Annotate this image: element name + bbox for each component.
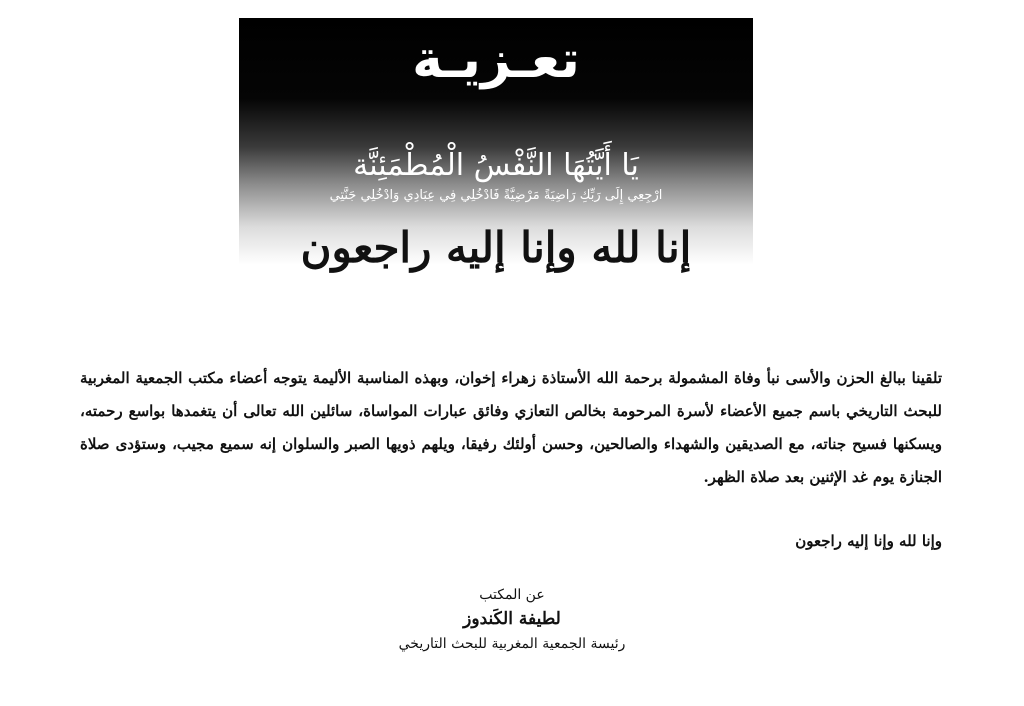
banner-title: تعـزيـة bbox=[412, 30, 580, 90]
quran-verse-sub: ارْجِعِي إِلَى رَبِّكِ رَاضِيَةً مَرْضِيَّةً فَادْخُلِي فِي عِبَادِي وَادْخُلِي جَنَّتِي bbox=[329, 188, 663, 203]
signature-name: لطيفة الكَندوز bbox=[463, 609, 561, 629]
signature-block bbox=[312, 585, 712, 655]
signature-role: رئيسة الجمعية المغربية للبحث التاريخي bbox=[398, 636, 626, 652]
quran-verse-main: يَا أَيَّتُهَا النَّفْسُ الْمُطْمَئِنَّة bbox=[353, 148, 639, 183]
condolence-banner bbox=[239, 18, 753, 286]
calligraphy-inna-lillah: إنا لله وإنا إليه راجعون bbox=[300, 223, 692, 272]
condolence-paragraph: تلقينا ببالغ الحزن والأسى نبأ وفاة المشمولة برحمة الله الأستاذة زهراء إخوان، وبهذه المناسبة الأليمة يتوجه أعضاء مكتب الجمعية المغربية للبحث التاريخي باسم جميع الأعضاء لأسرة المرحومة بخالص التعازي وفائق عبارات المواساة، سائلين الله تعالى أن يتغمدها بواسع رحمته، ويسكنها فسيح جناته، مع الصديقين والشهداء والصالحين، وحسن أولئك رفيقا، ويلهم ذويها الصبر والسلوان إنه سميع مجيب، وستؤدى صلاة الجنازة يوم غد الإثنين بعد صلاة الظهر. bbox=[80, 369, 942, 486]
signature-from: عن المكتب bbox=[479, 587, 545, 603]
closing-line: وإنا لله وإنا إليه راجعون bbox=[795, 532, 942, 550]
